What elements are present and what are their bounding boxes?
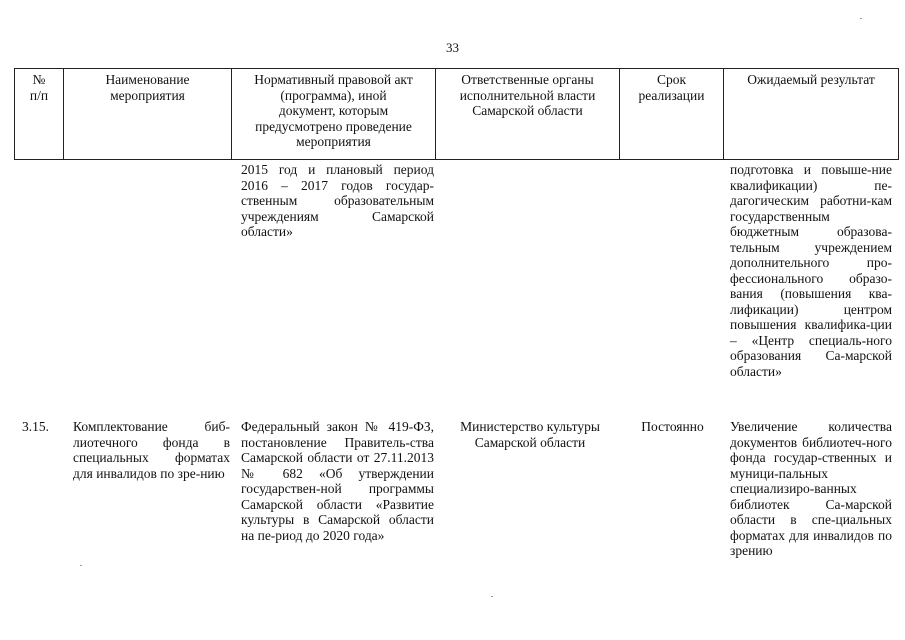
header-legal-act	[232, 69, 436, 160]
row-3-15-expected-result: Увеличение количества документов библиотеч-ного фонда государ-ственных и муници-пальных специализиро-ванных библиотек Са-марской области в спе-циальных форматах для инвалидов по зрению	[730, 419, 892, 558]
header-expected-result	[724, 69, 899, 160]
row-3-15-name: Комплектование биб-лиотечного фонда в специальных форматах для инвалидов по зре-нию	[73, 419, 230, 481]
header-expected-result-text: Ожидаемый результат	[747, 72, 875, 87]
scan-speck	[491, 596, 493, 597]
header-number-text: № п/п	[29, 72, 49, 103]
header-responsible-organs-text: Ответственные органы исполнительной власти Самарской области	[459, 72, 596, 118]
header-responsible-organs	[436, 69, 620, 160]
row-3-15-responsible-organs: Министерство культуры Самарской области	[460, 419, 600, 450]
header-name	[64, 69, 232, 160]
header-term-text: Срок реализации	[638, 72, 705, 103]
header-name-text: Наименование мероприятия	[105, 72, 190, 103]
row-3-15-term: Постоянно	[641, 419, 704, 434]
header-number	[15, 69, 64, 160]
header-legal-act-text: Нормативный правовой акт (программа), иной документ, которым предусмотрено проведение мероприятия	[254, 72, 413, 149]
scan-speck	[80, 565, 82, 566]
row-continuation-legal-act: 2015 год и плановый период 2016 – 2017 годов государ-ственным образовательным учреждениям Самарской области»	[241, 162, 434, 239]
row-3-15-legal-act: Федеральный закон № 419-ФЗ, постановление Правитель-ства Самарской области от 27.11.2013 № 682 «Об утверждении государствен-ной программы Самарской области «Развитие культуры в Самарской области на пе-риод до 2020 года»	[241, 419, 434, 543]
header-term	[620, 69, 724, 160]
row-continuation-result: подготовка и повыше-ние квалификации) пе-дагогическим работни-кам государственным бюджетным образова-тельным учреждением дополнительного про-фессионального образо-вания (повышения ква-лификации) центром повышения квалифика-ции – «Центр специаль-ного образования Са-марской области»	[730, 162, 892, 379]
scan-speck	[860, 18, 862, 19]
table-header	[14, 68, 899, 160]
page-number: 33	[446, 40, 459, 55]
row-3-15-number: 3.15.	[22, 419, 49, 434]
